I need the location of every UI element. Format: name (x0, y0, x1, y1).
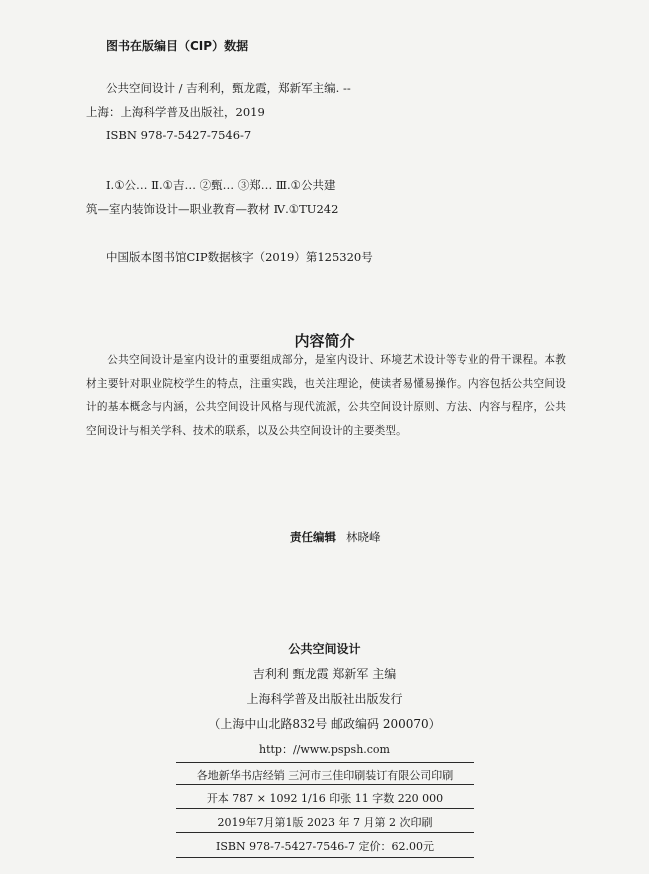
colophon-format: 开本 787 × 1092 1/16 印张 11 字数 220 000 (206, 792, 444, 805)
colophon-divider (176, 857, 474, 858)
colophon-divider (176, 832, 474, 833)
colophon-divider (176, 808, 474, 809)
cip-classification-line: Ⅰ.①公… Ⅱ.①吉… ②甄… ③郑… Ⅲ.①公共建 (106, 178, 336, 192)
editor-name: 林晓峰 (346, 530, 381, 544)
intro-title: 内容简介 (294, 332, 355, 350)
cip-title-line: 公共空间设计 / 吉利利，甄龙霞，郑新军主编. -- (106, 81, 351, 95)
colophon-edition: 2019年7月第1版 2023 年 7 月第 2 次印刷 (217, 816, 433, 829)
editor-credit (290, 529, 381, 545)
colophon-title: 公共空间设计 (288, 642, 361, 656)
colophon-authors: 吉利利 甄龙霞 郑新军 主编 (252, 667, 397, 681)
colophon-distribution: 各地新华书店经销 三河市三佳印刷装订有限公司印刷 (196, 769, 454, 782)
cip-publisher-line: 上海：上海科学普及出版社，2019 (86, 105, 265, 119)
colophon-divider (176, 784, 474, 785)
cip-header: 图书在版编目（CIP）数据 (106, 39, 249, 53)
intro-body: 公共空间设计是室内设计的重要组成部分，是室内设计、环境艺术设计等专业的骨干课程。本教材主要针对职业院校学生的特点，注重实践，也关注理论，使读者易懂易操作。内容包括公共空间设计的基本概念与内涵，公共空间设计风格与现代流派，公共空间设计原则、方法、内容与程序，公共空间设计与相关学科、技术的联系，以及公共空间设计的主要类型。 (86, 354, 566, 437)
colophon-url: http：//www.pspsh.com (259, 743, 390, 756)
editor-label: 责任编辑 (290, 530, 336, 544)
cip-classification-line-2: 筑—室内装饰设计—职业教育—教材 Ⅳ.①TU242 (86, 202, 339, 216)
colophon-divider (176, 762, 474, 763)
cip-isbn-line: ISBN 978-7-5427-7546-7 (106, 128, 252, 142)
colophon-publisher: 上海科学普及出版社出版发行 (246, 692, 403, 706)
cip-record-number: 中国版本图书馆CIP数据核字（2019）第125320号 (106, 250, 373, 264)
colophon-address: （上海中山北路832号 邮政编码 200070） (208, 717, 441, 731)
colophon-isbn-price: ISBN 978-7-5427-7546-7 定价：62.00元 (216, 840, 434, 853)
